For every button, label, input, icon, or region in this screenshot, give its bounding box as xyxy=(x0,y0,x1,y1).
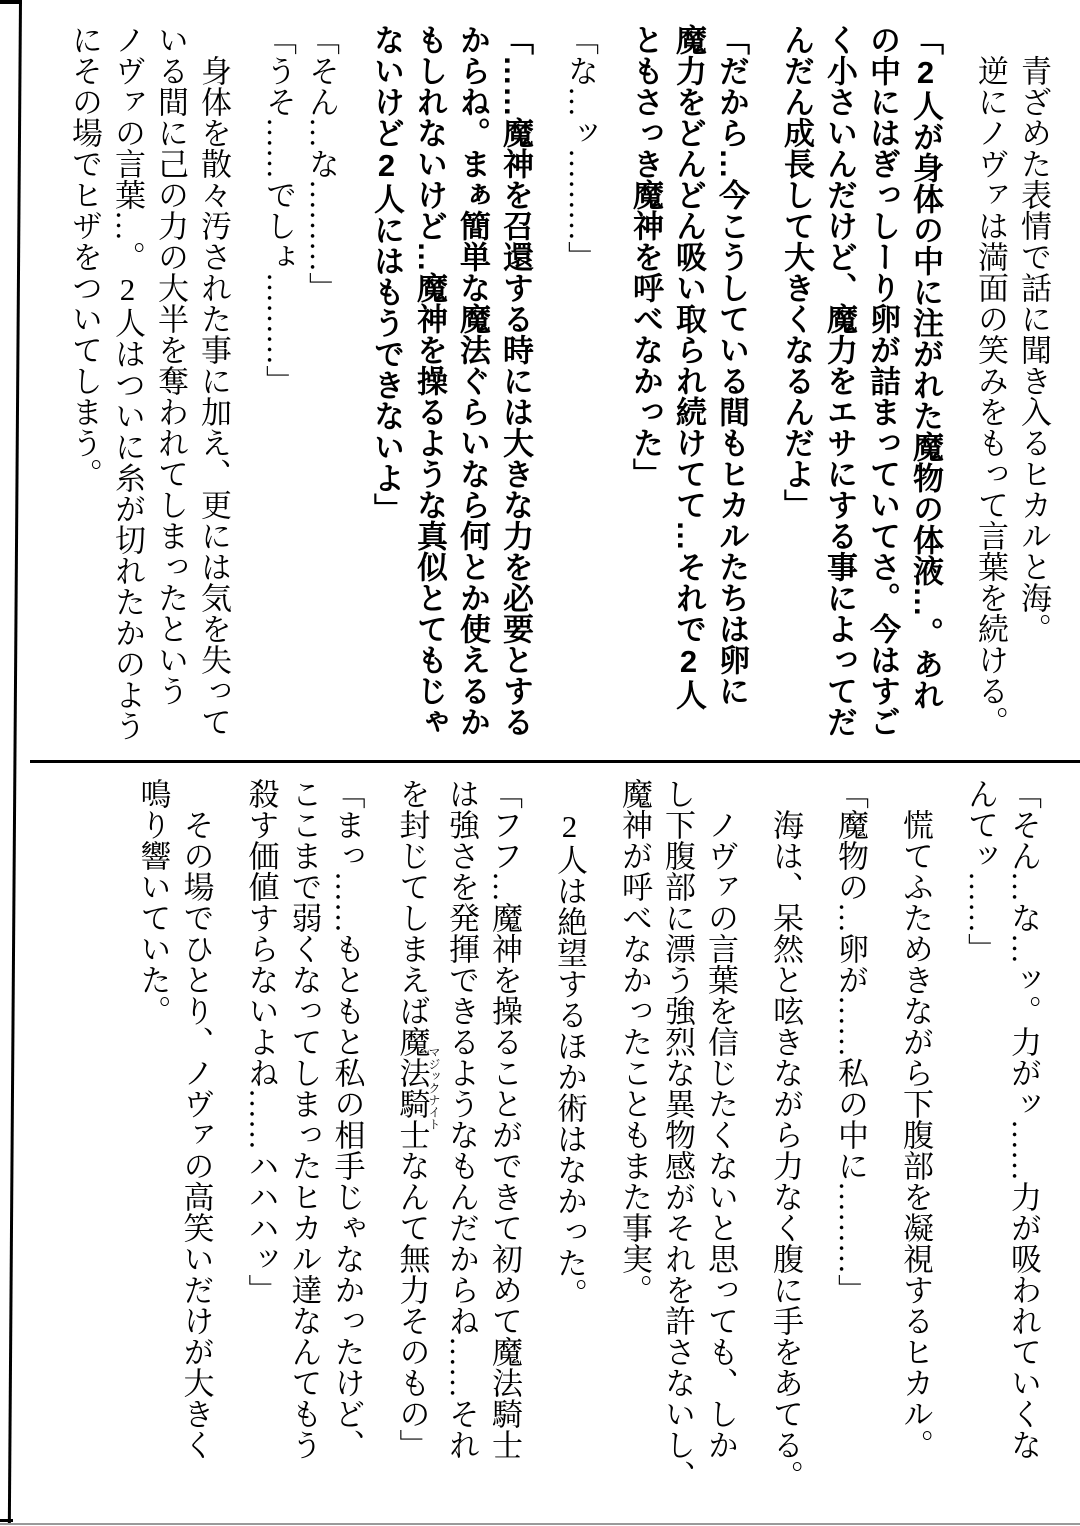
text-line: 魔神が呼べなかったこともまた事実。 xyxy=(617,778,652,1305)
text-line: ないけど2人にはもうできないよ」 xyxy=(369,24,404,524)
text-line: ノヴァの言葉を信じたくないと思っても、しか xyxy=(703,778,738,1460)
text-line: 「そん…な………」 xyxy=(304,24,339,303)
text-line: 逆にノヴァは満面の笑みをもって言葉を続ける。 xyxy=(973,24,1008,737)
text-run: なんて無力そのもの」 xyxy=(394,1150,430,1460)
top-text-block xyxy=(63,24,1055,760)
text-line: の中にはぎっしーり卵が詰まっていてさ。今はすご xyxy=(865,24,900,737)
text-line: 「まっ……もともと私の相手じゃなかったけど、 xyxy=(329,778,365,1460)
text-run: を封じてしまえば xyxy=(394,778,430,1026)
bottom-text-block xyxy=(132,778,1046,1522)
upright-digit: 2 xyxy=(369,148,404,183)
text-line: 「な…ッ………」 xyxy=(563,24,598,272)
text-line: もしれないけど…魔神を操るような真似とてもじゃ xyxy=(412,24,447,737)
text-line: 身体を散々汚された事に加え、更には気を失って xyxy=(196,24,231,737)
upright-digit: 2 xyxy=(671,644,706,679)
text-line: は強さを発揮できるようなもんだからね……それ xyxy=(444,778,479,1460)
ruby-annotated-word xyxy=(394,1026,441,1150)
text-line: し下腹部に漂う強烈な異物感がそれを許さないし、 xyxy=(660,778,695,1491)
furigana: マジックナイト xyxy=(427,1026,441,1150)
text-line: ともさっき魔神を呼べなかった」 xyxy=(628,24,663,489)
bottom-left-corner-line xyxy=(0,1519,13,1522)
text-line: 慌てふためきながら下腹部を凝視するヒカル。 xyxy=(898,778,933,1460)
text-line: んだん成長して大きくなるんだよ」 xyxy=(779,24,814,520)
text-line: 殺す価値すらないよね……ハハハッ」 xyxy=(243,778,279,1305)
text-line: 「2人が身体の中に注がれた魔物の体液…。あれ xyxy=(908,24,943,710)
text-line: いる間に己の力の大半を奪われてしまったという xyxy=(153,24,188,706)
upright-digit: 2 xyxy=(552,809,587,844)
text-line: 「だから…今こうしている間もヒカルたちは卵に xyxy=(714,24,749,706)
ruby-base: 魔法騎士 xyxy=(394,1026,430,1150)
text-line: 青ざめた表情で話に聞き入るヒカルと海。 xyxy=(1016,24,1051,644)
text-line: 「うそ……でしょ………」 xyxy=(261,24,296,396)
text-line: 鳴り響いていた。 xyxy=(135,778,171,1026)
text-line: その場でひとり、ノヴァの高笑いだけが大きく xyxy=(178,778,214,1460)
text-line: 魔力をどんどん吸い取られ続けてて…それで2人 xyxy=(671,24,706,710)
upright-digit: 2 xyxy=(908,55,943,90)
bottom-edge-line xyxy=(0,1523,1080,1525)
text-line: ノヴァの言葉…。2人はついに糸が切れたかのよう xyxy=(110,24,145,741)
text-line: ここまで弱くなってしまったヒカル達なんてもう xyxy=(286,778,322,1460)
text-line: からね。まぁ簡単な魔法ぐらいなら何とか使えるか xyxy=(455,24,490,737)
text-line: 「魔物の…卵が……私の中に………」 xyxy=(833,778,868,1305)
text-line: んてッ……」 xyxy=(963,778,998,964)
left-border-line xyxy=(8,0,22,1523)
upright-digit: 2 xyxy=(110,272,145,307)
text-line: く小さいんだけど、魔力をエサにする事によってだ xyxy=(822,24,857,737)
text-line: にその場でヒザをついてしまう。 xyxy=(67,24,102,489)
text-line: 「そん…な…ッ。力がッ……力が吸われていくな xyxy=(1006,778,1041,1460)
text-line: 「フフ…魔神を操ることができて初めて魔法騎士 xyxy=(487,778,522,1460)
section-divider-line xyxy=(30,760,1080,763)
text-line: 海は、呆然と呟きながら力なく腹に手をあてる。 xyxy=(768,778,803,1491)
text-line: 2人は絶望するほか術はなかった。 xyxy=(552,809,587,1309)
text-line xyxy=(391,778,441,1522)
text-line: 「……魔神を召還する時には大きな力を必要とする xyxy=(498,24,533,737)
